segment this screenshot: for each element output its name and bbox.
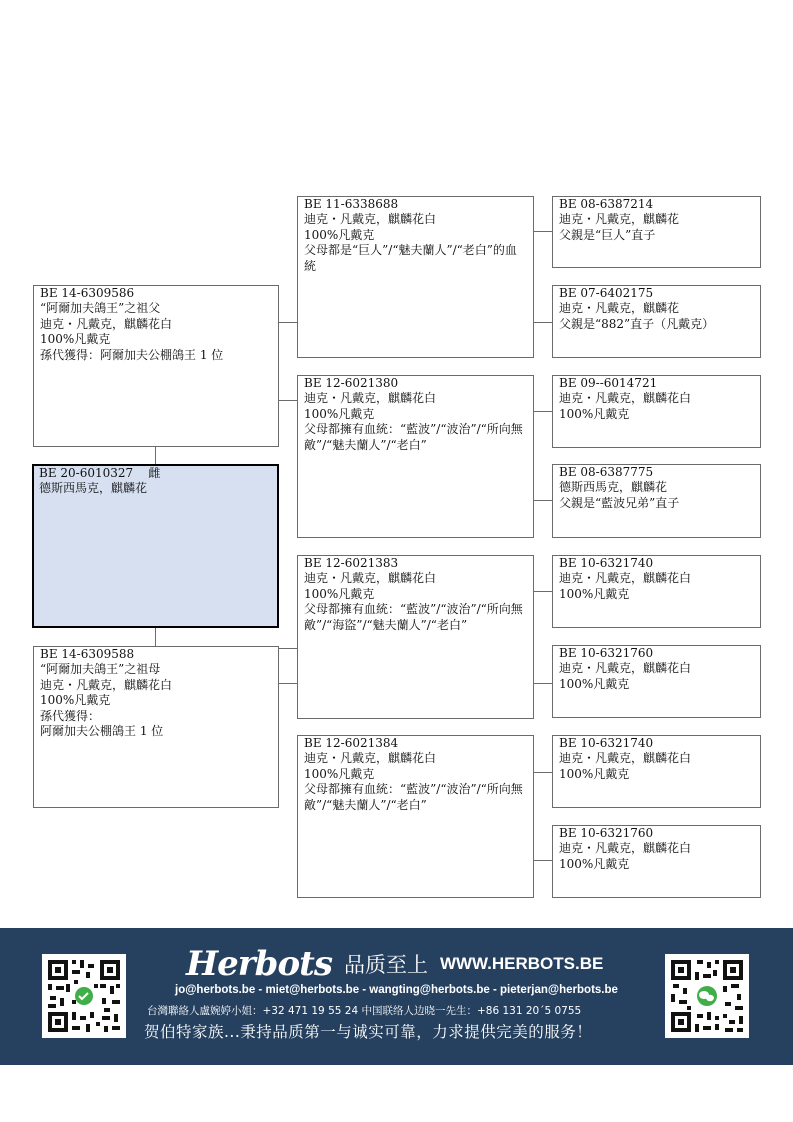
connector-line <box>278 683 297 684</box>
contact-emails[interactable]: jo@herbots.be - miet@herbots.be - wangting@herbots.be - pieterjan@herbots.be <box>175 984 618 996</box>
dam-card[interactable] <box>33 646 279 808</box>
pigeon-line: 孫代獲得：阿爾加夫公棚鴿王 1 位 <box>40 347 224 362</box>
pigeon-line: 父親是“巨人”直子 <box>559 227 656 242</box>
contact-phones: 台灣聯絡人盧婉婷小姐：+32 471 19 55 24 中国联络人边晓一先生：+86 131 20´5 0755 <box>147 1005 582 1017</box>
pigeon-line: 阿爾加夫公棚鴿王 1 位 <box>40 724 164 739</box>
pigeon-line: 迪克・凡戴克，麒麟花白 <box>304 751 437 766</box>
connector-line <box>278 322 297 323</box>
connector-line <box>533 231 552 232</box>
connector-line <box>533 322 552 323</box>
pigeon-line: 迪克・凡戴克，麒麟花白 <box>40 316 173 331</box>
ring-number: BE 12-6021380 <box>304 376 399 390</box>
grandsire-maternal-card[interactable] <box>297 555 534 719</box>
connector-line <box>533 772 552 773</box>
sire-card[interactable] <box>33 285 279 447</box>
great-grandparent-card[interactable] <box>552 555 761 628</box>
ring-number: BE 10-6321740 <box>559 556 654 570</box>
pigeon-line: 迪克・凡戴克，麒麟花白 <box>559 841 692 856</box>
pigeon-line: 迪克・凡戴克，麒麟花白 <box>304 571 437 586</box>
connector-line <box>155 446 156 465</box>
great-grandparent-card[interactable] <box>552 645 761 718</box>
great-grandparent-card[interactable] <box>552 825 761 898</box>
ring-number: BE 14-6309588 <box>40 647 135 661</box>
connector-line <box>533 683 552 684</box>
connector-line <box>533 591 552 592</box>
website-link[interactable]: WWW.HERBOTS.BE <box>439 954 604 973</box>
pigeon-line: 迪克・凡戴克，麒麟花白 <box>559 571 692 586</box>
ring-number: BE 09--6014721 <box>559 376 658 390</box>
ring-number: BE 11-6338688 <box>304 197 399 211</box>
pigeon-line: 100%凡戴克 <box>559 676 630 691</box>
pigeon-line: 100%凡戴克 <box>304 227 375 242</box>
herbots-logo: Herbots <box>186 944 332 984</box>
connector-line <box>155 627 156 646</box>
great-grandparent-card[interactable] <box>552 735 761 808</box>
pigeon-line: 德斯西馬克，麒麟花 <box>559 480 668 495</box>
ring-number: BE 08-6387214 <box>559 197 654 211</box>
granddam-paternal-card[interactable] <box>297 375 534 538</box>
pigeon-line: 迪克・凡戴克，麒麟花白 <box>304 391 437 406</box>
pigeon-line: 父母都擁有血統：“藍波”/“波治”/“所向無敵”/“海盜”/“魅夫蘭人”/“老白” <box>304 602 523 632</box>
connector-line <box>533 411 552 412</box>
great-grandparent-card[interactable] <box>552 464 761 538</box>
pigeon-description: 德斯西馬克，麒麟花 <box>39 481 148 496</box>
ring-number: BE 08-6387775 <box>559 465 654 479</box>
ring-number: BE 20-6010327 雌 <box>39 466 161 480</box>
pigeon-line: 100%凡戴克 <box>40 332 111 347</box>
ring-number: BE 14-6309586 <box>40 286 135 300</box>
pigeon-line: 100%凡戴克 <box>559 406 630 421</box>
pigeon-line: 100%凡戴克 <box>559 856 630 871</box>
pigeon-line: 100%凡戴克 <box>40 693 111 708</box>
ring-number: BE 12-6021383 <box>304 556 399 570</box>
pigeon-line: 父母都擁有血統：“藍波”/“波治”/“所向無敵”/“魅夫蘭人”/“老白” <box>304 422 523 452</box>
pigeon-line: 迪克・凡戴克，麒麟花 <box>559 212 680 227</box>
connector-line <box>278 648 297 649</box>
pigeon-line: 100%凡戴克 <box>304 406 375 421</box>
pigeon-line: 100%凡戴克 <box>304 766 375 781</box>
pigeon-line: 迪克・凡戴克，麒麟花白 <box>559 661 692 676</box>
connector-line <box>533 500 552 501</box>
pigeon-line: 迪克・凡戴克，麒麟花白 <box>559 391 692 406</box>
ring-number: BE 10-6321760 <box>559 646 654 660</box>
footer-banner <box>0 928 793 1065</box>
ring-number: BE 10-6321760 <box>559 826 654 840</box>
pigeon-line: 100%凡戴克 <box>559 586 630 601</box>
great-grandparent-card[interactable] <box>552 196 761 268</box>
pigeon-line: 父母都是“巨人”/“魅夫蘭人”/“老白”的血統 <box>304 243 517 273</box>
great-grandparent-card[interactable] <box>552 375 761 448</box>
ring-number: BE 12-6021384 <box>304 736 399 750</box>
connector-line <box>278 400 297 401</box>
pigeon-line: 100%凡戴克 <box>304 586 375 601</box>
brand-slogan: 品质至上 <box>343 953 428 977</box>
pigeon-line: “阿爾加夫鴿王”之祖母 <box>40 662 161 677</box>
pigeon-line: 父母都擁有血統：“藍波”/“波治”/“所向無敵”/“魅夫蘭人”/“老白” <box>304 782 523 812</box>
ring-number: BE 10-6321740 <box>559 736 654 750</box>
ring-number: BE 07-6402175 <box>559 286 654 300</box>
granddam-maternal-card[interactable] <box>297 735 534 898</box>
connector-line <box>533 860 552 861</box>
pigeon-line: 100%凡戴克 <box>559 766 630 781</box>
footer-tagline: 贺伯特家族...秉持品质第一与诚实可靠，力求提供完美的服务！ <box>144 1023 593 1041</box>
pigeon-line: 孫代獲得： <box>40 708 101 723</box>
qr-code-icon[interactable] <box>42 954 126 1038</box>
pigeon-line: “阿爾加夫鴿王”之祖父 <box>40 301 161 316</box>
pigeon-line: 迪克・凡戴克，麒麟花白 <box>304 212 437 227</box>
pigeon-line: 迪克・凡戴克，麒麟花白 <box>40 677 173 692</box>
pigeon-line: 父親是“藍波兄弟”直子 <box>559 495 680 510</box>
subject-pigeon-card[interactable] <box>32 464 279 628</box>
pigeon-line: 父親是“882”直子（凡戴克） <box>559 316 715 331</box>
great-grandparent-card[interactable] <box>552 285 761 358</box>
grandsire-paternal-card[interactable] <box>297 196 534 358</box>
pigeon-line: 迪克・凡戴克，麒麟花 <box>559 301 680 316</box>
wechat-qr-code-icon[interactable] <box>665 954 749 1038</box>
pigeon-line: 迪克・凡戴克，麒麟花白 <box>559 751 692 766</box>
brand-header <box>186 946 603 982</box>
